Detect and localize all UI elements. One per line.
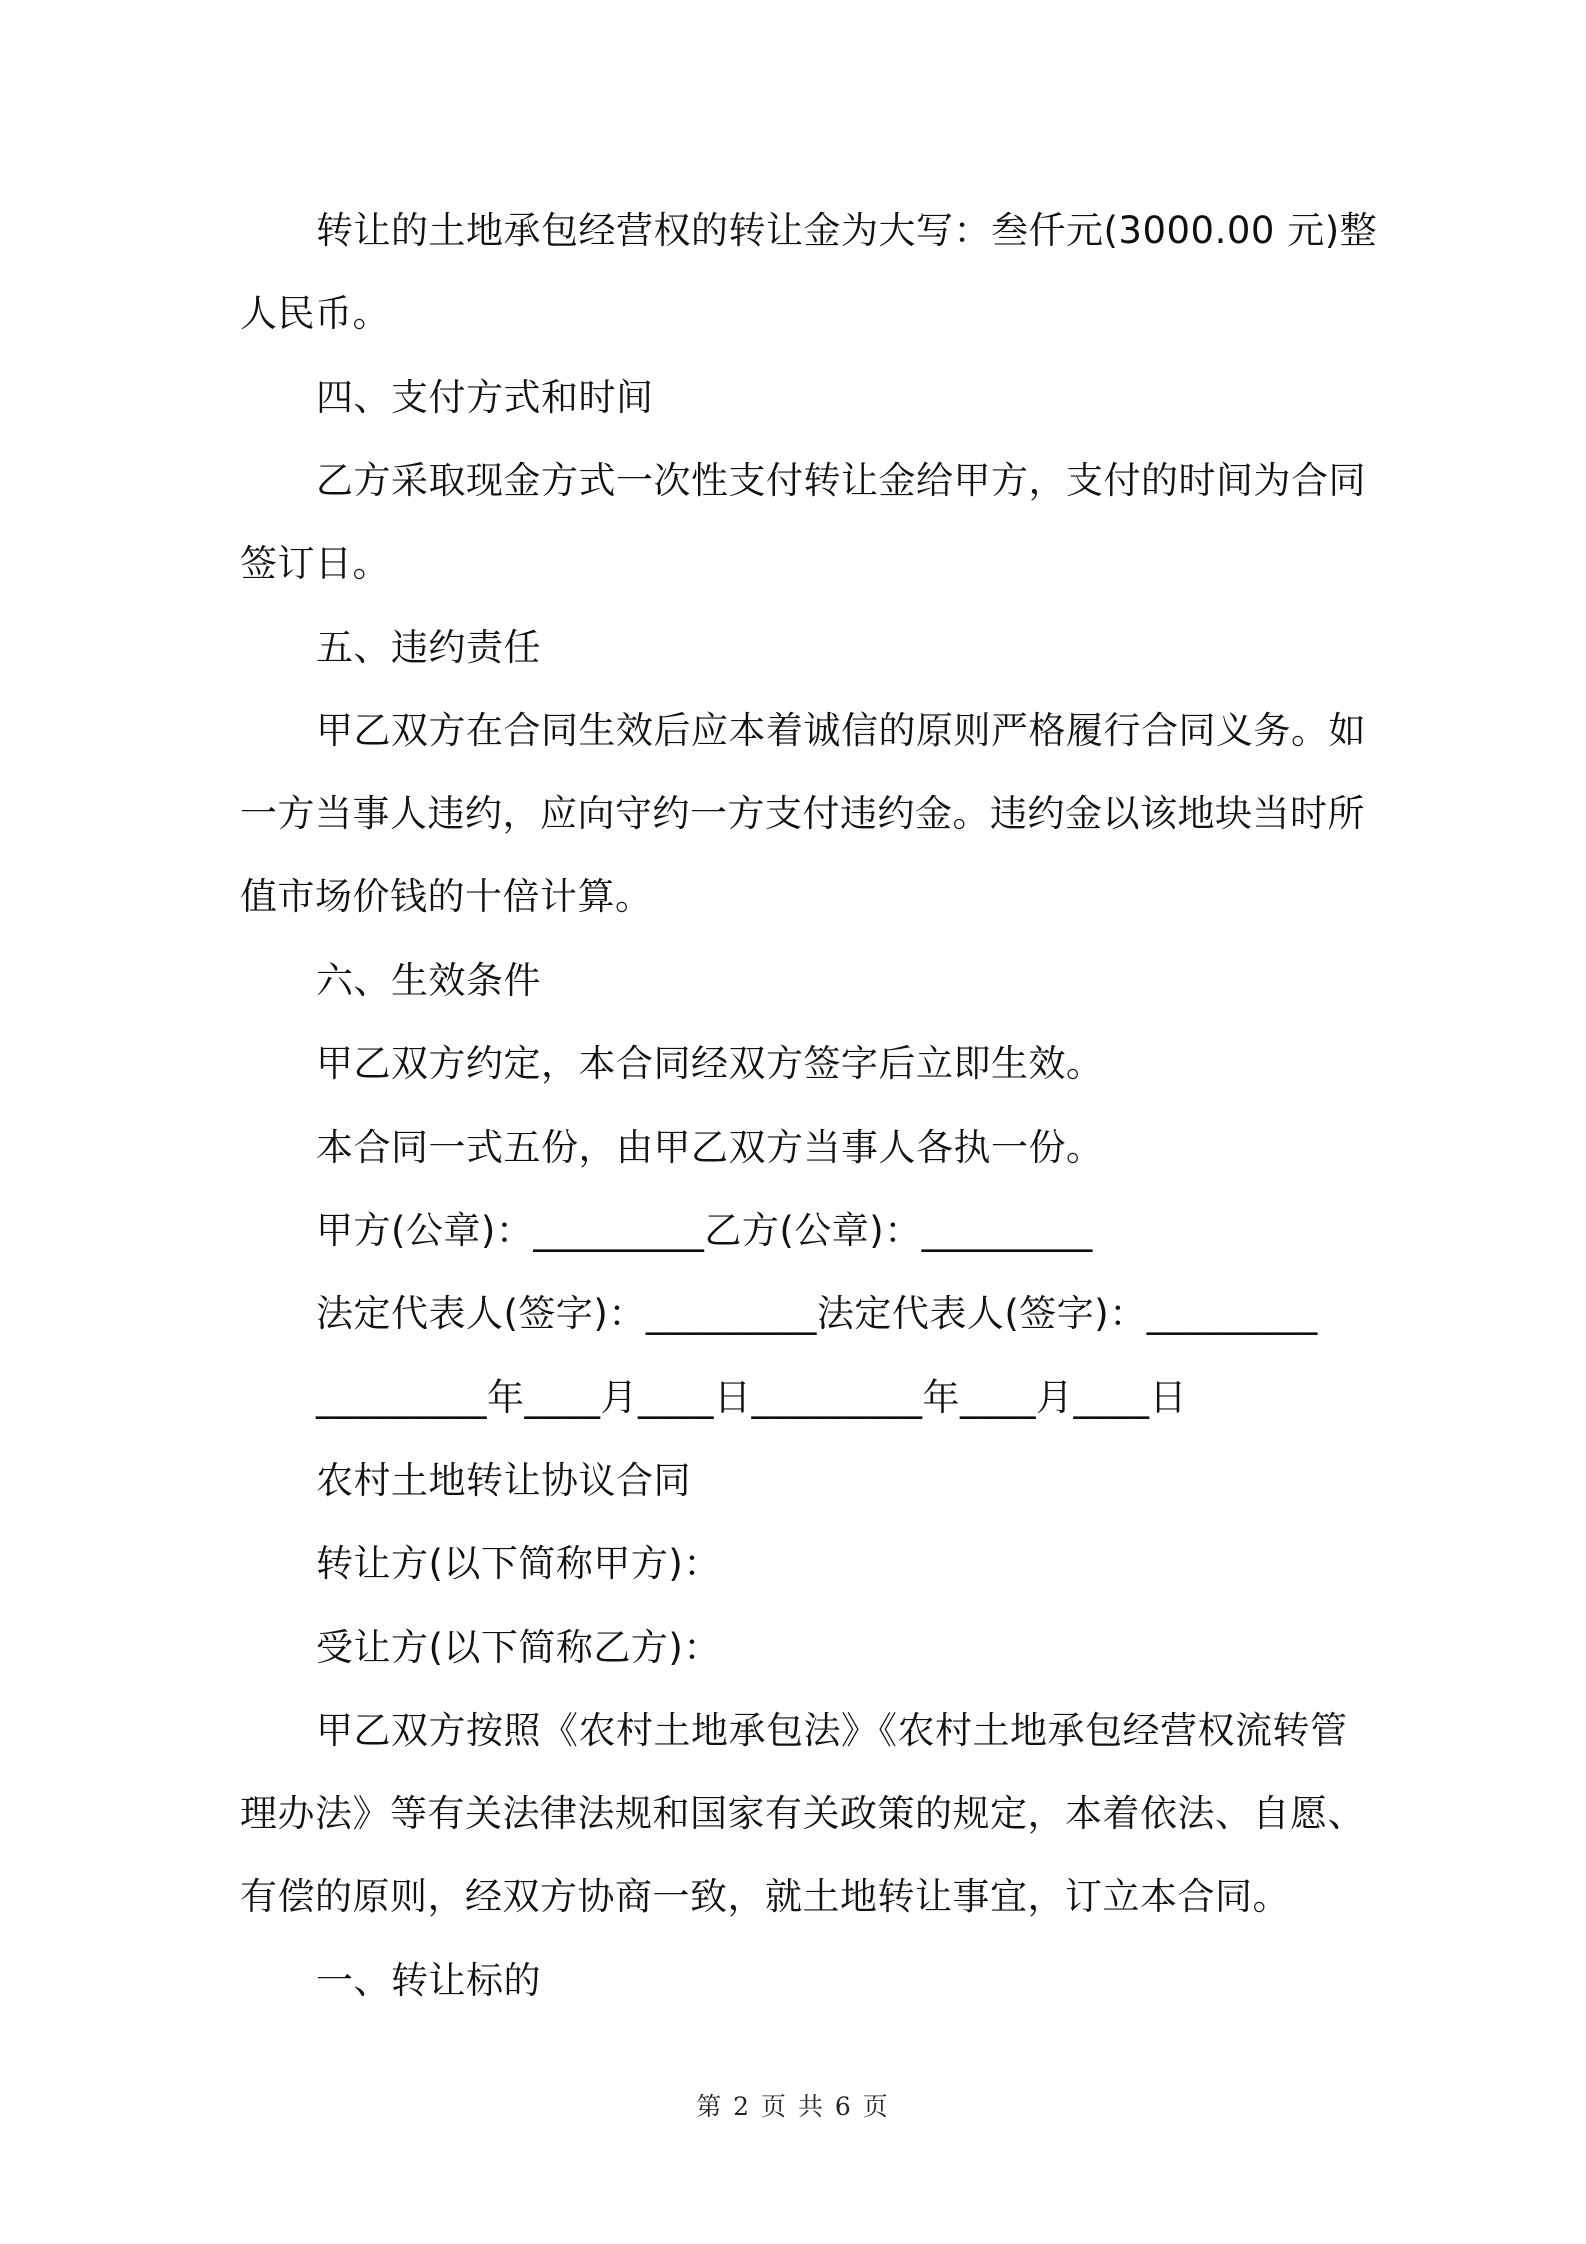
heading-payment: 四、支付方式和时间 [316,376,654,419]
paragraph-liability-3: 值市场价钱的十倍计算。 [240,875,653,918]
signature-rep-line: 法定代表人(签字)：_________法定代表人(签字)：_________ [316,1292,1318,1335]
paragraph-transfer-fee: 转让的土地承包经营权的转让金为大写：叁仟元(3000.00 元)整 [316,209,1378,252]
paragraph-preamble-2: 理办法》等有关法律法规和国家有关政策的规定，本着依法、自愿、 [240,1792,1365,1835]
paragraph-liability-1: 甲乙双方在合同生效后应本着诚信的原则严格履行合同义务。如 [316,709,1366,752]
signature-date-line: _________年____月____日_________年____月____日 [316,1376,1187,1419]
paragraph-transfer-fee-cont: 人民币。 [240,292,390,335]
signature-seal-line: 甲方(公章)：_________乙方(公章)：_________ [316,1209,1093,1252]
heading-liability: 五、违约责任 [316,626,541,669]
heading-subject: 一、转让标的 [316,1959,541,2002]
heading-effect: 六、生效条件 [316,959,541,1002]
paragraph-preamble-1: 甲乙双方按照《农村土地承包法》《农村土地承包经营权流转管 [316,1709,1348,1752]
paragraph-payment-cont: 签订日。 [240,542,390,585]
paragraph-preamble-3: 有偿的原则，经双方协商一致，就土地转让事宜，订立本合同。 [240,1875,1290,1918]
paragraph-copies: 本合同一式五份，由甲乙双方当事人各执一份。 [316,1126,1104,1169]
contract-title: 农村土地转让协议合同 [316,1459,691,1502]
paragraph-liability-2: 一方当事人违约，应向守约一方支付违约金。违约金以该地块当时所 [240,792,1365,835]
transferor-line: 转让方(以下简称甲方)： [316,1542,721,1585]
paragraph-payment: 乙方采取现金方式一次性支付转让金给甲方，支付的时间为合同 [316,459,1366,502]
page-number: 第 2 页 共 6 页 [696,2092,890,2121]
paragraph-effect: 甲乙双方约定，本合同经双方签字后立即生效。 [316,1042,1104,1085]
transferee-line: 受让方(以下简称乙方)： [316,1626,721,1669]
